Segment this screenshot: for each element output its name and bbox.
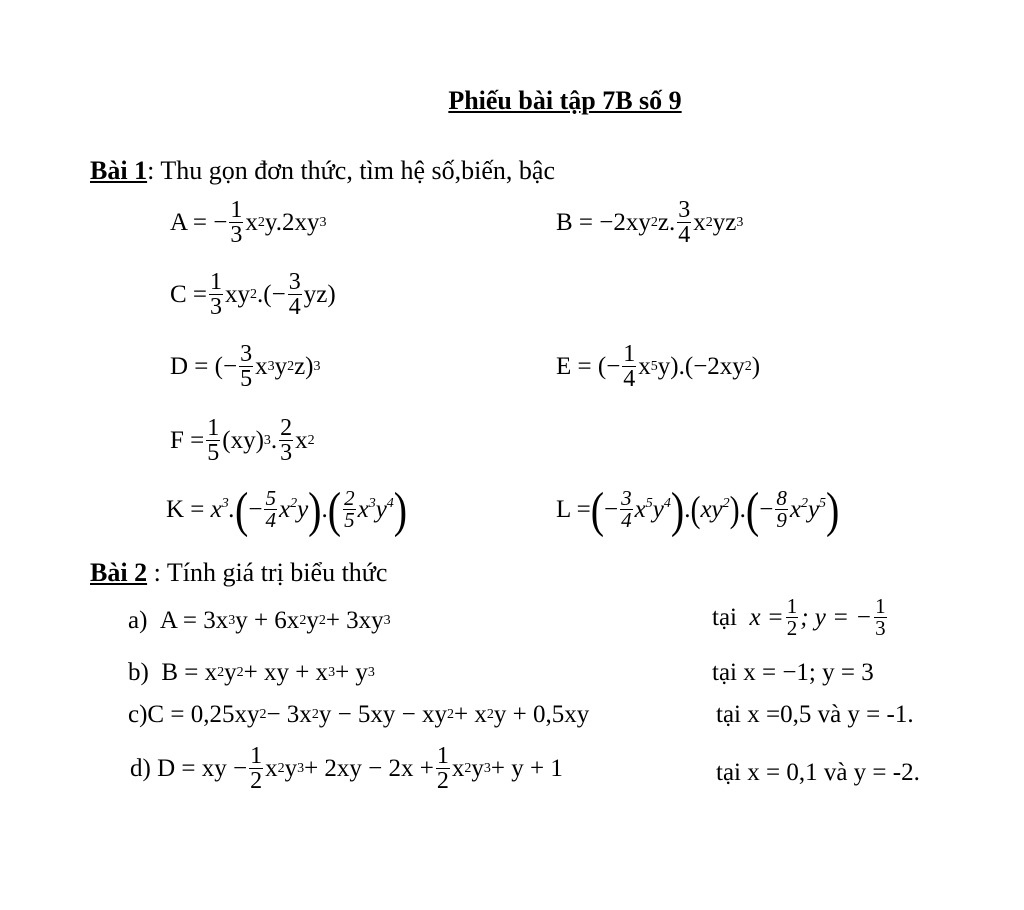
expr-f: F = 1 5 (xy) 3 . 2 3 x 2 xyxy=(170,415,315,466)
task-b: b) B = x 2 y 2 + xy + x 3 + y 3 xyxy=(128,659,375,686)
expr-c: C = 1 3 xy 2 .(− 3 4 yz) xyxy=(170,269,336,320)
expr-d: D = (− 3 5 x 3 y 2 z) 3 xyxy=(170,341,321,392)
task-c-condition: tại x =0,5 và y = -1. xyxy=(716,701,914,728)
task-a: a) A = 3x 3 y + 6x 2 y 2 + 3xy 3 xyxy=(128,607,391,634)
task-d-condition: tại x = 0,1 và y = -2. xyxy=(716,759,920,786)
bai2-label: Bài 2 xyxy=(90,558,148,587)
bai1-label: Bài 1 xyxy=(90,156,148,185)
task-d: d) D = xy − 1 2 x 2 y 3 + 2xy − 2x + 1 2 x 2 y 3 + y + 1 xyxy=(130,743,563,794)
task-b-condition: tại x = −1; y = 3 xyxy=(712,659,874,686)
bai1-heading xyxy=(90,158,555,184)
expr-b: B = −2xy 2 z. 3 4 x 2 yz 3 xyxy=(556,197,744,248)
bai2-text: : Tính giá trị biểu thức xyxy=(147,558,388,587)
bai2-heading xyxy=(90,560,387,586)
expr-k: K = $x^3$. ( − 5 4 $x^2y$ ) . ( 2 5 $x^3y^4$ ) xyxy=(166,480,408,537)
bai1-text: : Thu gọn đơn thức, tìm hệ số,biến, bậc xyxy=(147,156,555,185)
task-a-condition: tại x = $\frac{1}{2}$ ; y = − $\frac{1}{3}$ xyxy=(712,594,886,640)
expr-a: A = − 1 3 x 2 y.2xy 3 xyxy=(170,197,327,248)
page-title: Phiếu bài tập 7B số 9 xyxy=(448,86,682,115)
expr-l: L = ( − 3 4 $x^5y^4$ ) . ( $xy^2$ ) . ( − 8 9 $x^2y^5$ ) xyxy=(556,480,840,537)
task-c: c)C = 0,25xy 2 − 3x 2 y − 5xy − xy 2 + x 2 y + 0,5xy xyxy=(128,701,590,728)
expr-e: E = (− 1 4 x 5 y).(−2xy 2 ) xyxy=(556,341,761,392)
